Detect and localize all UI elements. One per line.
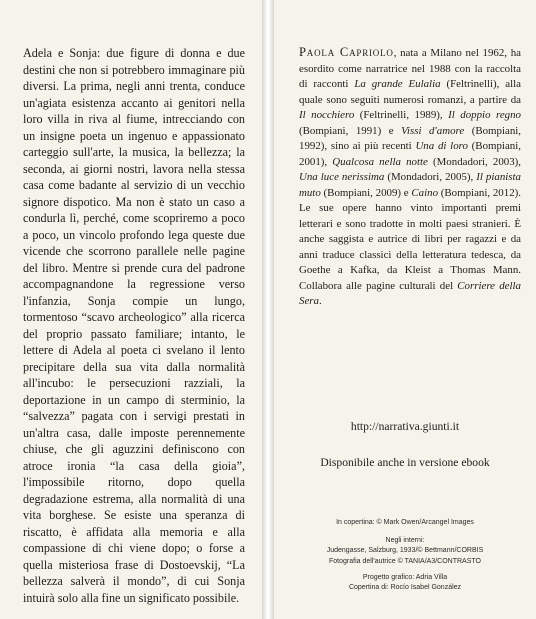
design-credit-line: Progetto grafico: Adria Villa [362,574,448,581]
page-fold [262,0,274,619]
right-flap [274,0,536,619]
bio-title: Corriere della Sera [299,279,521,307]
bio-title: Vissi d'amore [401,124,465,137]
design-credit-line: Copertina di: Rocío Isabel González [348,584,462,592]
bio-title: Il pianista muto [299,171,522,199]
bio-title: La grande Eulalia [354,78,441,90]
author-bio-body [299,47,521,307]
bio-title: Una di loro [415,140,468,152]
bio-text: (Mondadori, 2005), [384,171,477,183]
cover-credit-line: In copertina: © Mark Owen/Arcangel Images [336,519,474,526]
bio-text: (Mondadori, 2003), [427,155,522,168]
bio-title: Il nocchiero [299,109,355,121]
bio-text: (Bompiani, 1992), sino ai più recenti [299,124,522,152]
left-flap [0,0,262,619]
bio-text: (Bompiani, 2009) e [320,186,412,199]
bio-text: . [318,295,322,307]
synopsis-text: Adela e Sonja: due figure di donna e due destini che non si potrebbero immaginare più diversi. La prima, negli anni trenta, conduce un'agiata esistenza accanto ai genitori nella loro villa in riva al fiume, intrecciando con un insigne poeta un ingenuo e appassionato carteggio sull'arte, la musica, la bellezza; la seconda, ai giorni nostri, lavora nella stessa casa come badante al servizio di un vecchio signore dispotico. Ma non è stato un caso a condurla lì, perché, come scopriremo a poco a poco, un vincolo profondo lega queste due vicende che scorrono parallele nelle pagine del libro. Mentre si prende cura del padrone accompagnandone la regressione verso l'infanzia, Sonja compie un lungo, tormentoso “scavo archeologico” alla ricerca del proprio passato familiare; intanto, le lettere di Adela al poeta ci svelano il lento precipitare della sua vita dalla normalità all'incubo: le persecuzioni razziali, la deportazione in un campo di sterminio, la “salvezza” pagata con i servigi prestati in un'altra casa, dalle imposte perennemente chiuse, che gli aguzzini definiscono con atroce ironia “la casa della gioia”, l'impossibile ritorno, dopo quella degradazione estrema, alla normalità di una vita borghese. Se esiste una speranza di riscatto, è affidata alla memoria e alla compassione di chi viene dopo; o forse a quella misteriosa frase di Dostoevskij, “La bellezza salverà il mondo”, di cui Sonja intuirà solo alla fine un significato possibile. [23,46,245,605]
author-bio [299,45,521,310]
bio-text: (Bompiani, 2012). Le sue opere hanno vinto importanti premi letterari e sono tradotte in molti paesi stranieri. È anche saggista e autrice di libri per ragazzi e da anni traduce classici della letteratura tedesca, da Goethe a Kafka, da Kleist a Thomas Mann. Collabora alle pagine culturali del [299,186,521,292]
bio-title: Caino [411,186,439,199]
interior-credits [274,536,536,567]
bio-text: (Bompiani, 2001), [299,140,521,168]
design-credits [274,573,536,594]
author-name: Paola Capriolo [299,45,394,59]
bio-text: (Feltrinelli), alla quale sono seguiti numerosi romanzi, a partire da [299,78,521,106]
bio-title: Il doppio regno [448,109,521,121]
interior-credit-line: Fotografia dell'autrice © TANIA/A3/CONTRASTO [329,557,481,565]
interior-credit-line: Judengasse, Salzburg, 1933/© Bettmann/CORBIS [326,547,484,555]
bio-text: (Bompiani, 1991) e [299,124,402,137]
publisher-website: http://narrativa.giunti.it [350,420,460,433]
ebook-note: Disponibile anche in versione ebook [320,456,490,469]
interior-credits-heading: Negli interni: [385,537,425,544]
bio-title: Qualcosa nella notte [332,155,428,168]
bio-text: , nata a Milano nel 1962, ha esordito come narratrice nel 1988 con la raccolta di racconti [299,47,521,90]
bio-title: Una luce nerissima [299,171,385,183]
cover-credit [274,518,536,528]
bio-text: (Feltrinelli, 1989), [354,109,449,121]
